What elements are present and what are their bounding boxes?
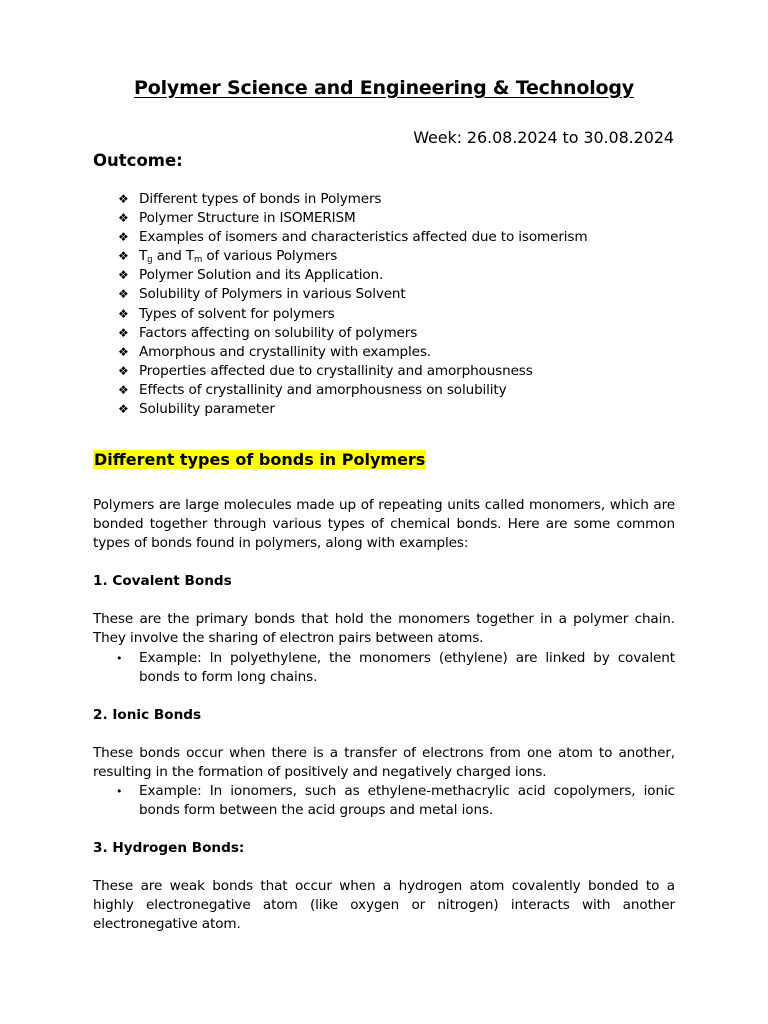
outcome-item: ❖ Factors affecting on solubility of polymers: [118, 324, 587, 343]
diamond-bullet-icon: ❖: [118, 268, 129, 283]
highlighted-heading-text: Different types of bonds in Polymers: [94, 450, 426, 469]
diamond-bullet-icon: ❖: [118, 249, 129, 264]
diamond-bullet-icon: ❖: [118, 402, 129, 417]
diamond-bullet-icon: ❖: [118, 306, 129, 321]
week-range: Week: 26.08.2024 to 30.08.2024: [413, 128, 674, 147]
outcome-item: ❖ Effects of crystallinity and amorphousness on solubility: [118, 381, 587, 400]
outcome-item: ❖ Properties affected due to crystallinity and amorphousness: [118, 362, 587, 381]
document-title: Polymer Science and Engineering & Technology: [134, 77, 634, 99]
ionic-bonds-example: [116, 782, 675, 820]
diamond-bullet-icon: ❖: [118, 363, 129, 378]
outcome-item: ❖ Examples of isomers and characteristics affected due to isomerism: [118, 228, 587, 247]
ionic-bonds-text: These bonds occur when there is a transfer of electrons from one atom to another, resulting in the formation of positively and negatively charged ions.: [93, 745, 675, 781]
ionic-bonds-heading: 2. Ionic Bonds: [93, 707, 202, 723]
hydrogen-bonds-heading: 3. Hydrogen Bonds:: [93, 840, 245, 856]
outcome-item: ❖ Solubility parameter: [118, 400, 587, 419]
outcome-item: ❖ Polymer Solution and its Application.: [118, 266, 587, 285]
outcome-item: ❖ Different types of bonds in Polymers: [118, 190, 587, 209]
outcome-item: ❖ Tg and Tm of various Polymers: [118, 248, 338, 266]
subscript-m: m: [194, 255, 203, 266]
example-text: Example: In ionomers, such as ethylene-methacrylic acid copolymers, ionic bonds form between the acid groups and metal ions.: [139, 783, 675, 819]
diamond-bullet-icon: ❖: [118, 192, 129, 206]
outcome-item: ❖ Types of solvent for polymers: [118, 305, 587, 324]
covalent-bonds-text: These are the primary bonds that hold the monomers together in a polymer chain. They involve the sharing of electron pairs between atoms.: [93, 611, 675, 647]
bullet-icon: •: [116, 785, 123, 798]
outcome-heading: Outcome:: [93, 151, 183, 170]
section-heading: [93, 450, 426, 469]
diamond-bullet-icon: ❖: [118, 211, 129, 226]
outcome-item: ❖ Polymer Structure in ISOMERISM: [118, 209, 587, 228]
example-text: Example: In polyethylene, the monomers (ethylene) are linked by covalent bonds to form long chains.: [139, 650, 675, 686]
covalent-bonds-example: [116, 649, 675, 687]
outcome-list: [118, 190, 587, 419]
outcome-item: ❖ Amorphous and crystallinity with examples.: [118, 343, 587, 362]
diamond-bullet-icon: ❖: [118, 287, 129, 302]
diamond-bullet-icon: ❖: [118, 325, 129, 340]
bullet-icon: •: [116, 652, 123, 665]
intro-paragraph: Polymers are large molecules made up of repeating units called monomers, which are bonded together through various types of chemical bonds. Here are some common types of bonds found in polymers, along with examples:: [93, 497, 675, 552]
diamond-bullet-icon: ❖: [118, 230, 129, 245]
hydrogen-bonds-text: These are weak bonds that occur when a hydrogen atom covalently bonded to a highly electronegative atom (like oxygen or nitrogen) interacts with another electronegative atom.: [93, 878, 675, 933]
diamond-bullet-icon: ❖: [118, 344, 129, 359]
outcome-item: ❖ Solubility of Polymers in various Solvent: [118, 285, 587, 304]
subscript-g: g: [147, 255, 153, 266]
covalent-bonds-heading: 1. Covalent Bonds: [93, 573, 232, 589]
diamond-bullet-icon: ❖: [118, 382, 129, 397]
